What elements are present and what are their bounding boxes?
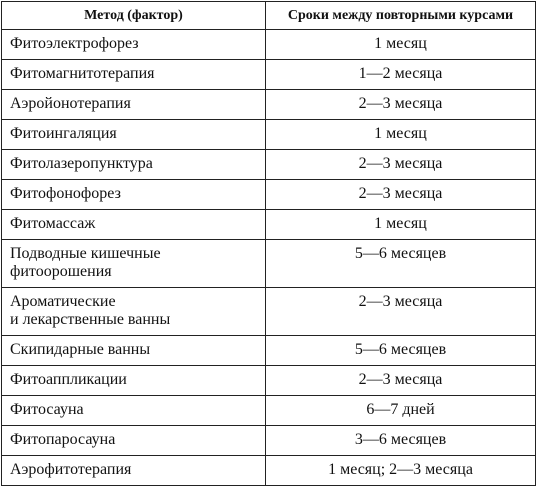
period-cell: 1 месяц — [266, 210, 536, 240]
table-row — [2, 90, 536, 120]
method-line: Подводные кишечные — [10, 245, 161, 262]
period-cell: 5—6 месяцев — [266, 240, 536, 288]
method-cell: Аэройонотерапия — [2, 90, 266, 120]
table-row — [2, 336, 536, 366]
method-cell — [2, 288, 266, 336]
method-cell: Фитоэлектрофорез — [2, 30, 266, 60]
method-cell: Фитоаппликации — [2, 366, 266, 396]
method-cell: Фитомагнитотерапия — [2, 60, 266, 90]
table-row — [2, 150, 536, 180]
method-line: фитоорошения — [10, 263, 112, 280]
method-cell: Фитосауна — [2, 396, 266, 426]
table-row — [2, 60, 536, 90]
method-line: и лекарственные ванны — [10, 311, 171, 328]
method-cell: Фитолазеропунктура — [2, 150, 266, 180]
period-cell: 1 месяц; 2—3 месяца — [266, 456, 536, 486]
method-cell: Фитофонофорез — [2, 180, 266, 210]
header-period: Сроки между повторными курсами — [266, 2, 536, 30]
table-row — [2, 30, 536, 60]
period-cell: 2—3 месяца — [266, 90, 536, 120]
table-row — [2, 366, 536, 396]
method-cell: Скипидарные ванны — [2, 336, 266, 366]
table-row — [2, 120, 536, 150]
table-row — [2, 180, 536, 210]
period-cell: 1 месяц — [266, 30, 536, 60]
table-row — [2, 456, 536, 486]
period-cell: 5—6 месяцев — [266, 336, 536, 366]
method-cell — [2, 240, 266, 288]
table-row — [2, 240, 536, 288]
method-cell: Фитопаросауна — [2, 426, 266, 456]
table-row — [2, 210, 536, 240]
table-row — [2, 396, 536, 426]
period-cell: 3—6 месяцев — [266, 426, 536, 456]
period-cell: 2—3 месяца — [266, 288, 536, 336]
table-row — [2, 288, 536, 336]
header-method: Метод (фактор) — [2, 2, 266, 30]
method-line: Ароматические — [10, 293, 116, 310]
method-cell: Фитоингаляция — [2, 120, 266, 150]
table-row — [2, 426, 536, 456]
therapy-intervals-table — [1, 1, 536, 486]
method-cell: Аэрофитотерапия — [2, 456, 266, 486]
period-cell: 2—3 месяца — [266, 180, 536, 210]
period-cell: 2—3 месяца — [266, 150, 536, 180]
period-cell: 2—3 месяца — [266, 366, 536, 396]
period-cell: 1 месяц — [266, 120, 536, 150]
table-header-row — [2, 2, 536, 30]
period-cell: 1—2 месяца — [266, 60, 536, 90]
method-cell: Фитомассаж — [2, 210, 266, 240]
period-cell: 6—7 дней — [266, 396, 536, 426]
